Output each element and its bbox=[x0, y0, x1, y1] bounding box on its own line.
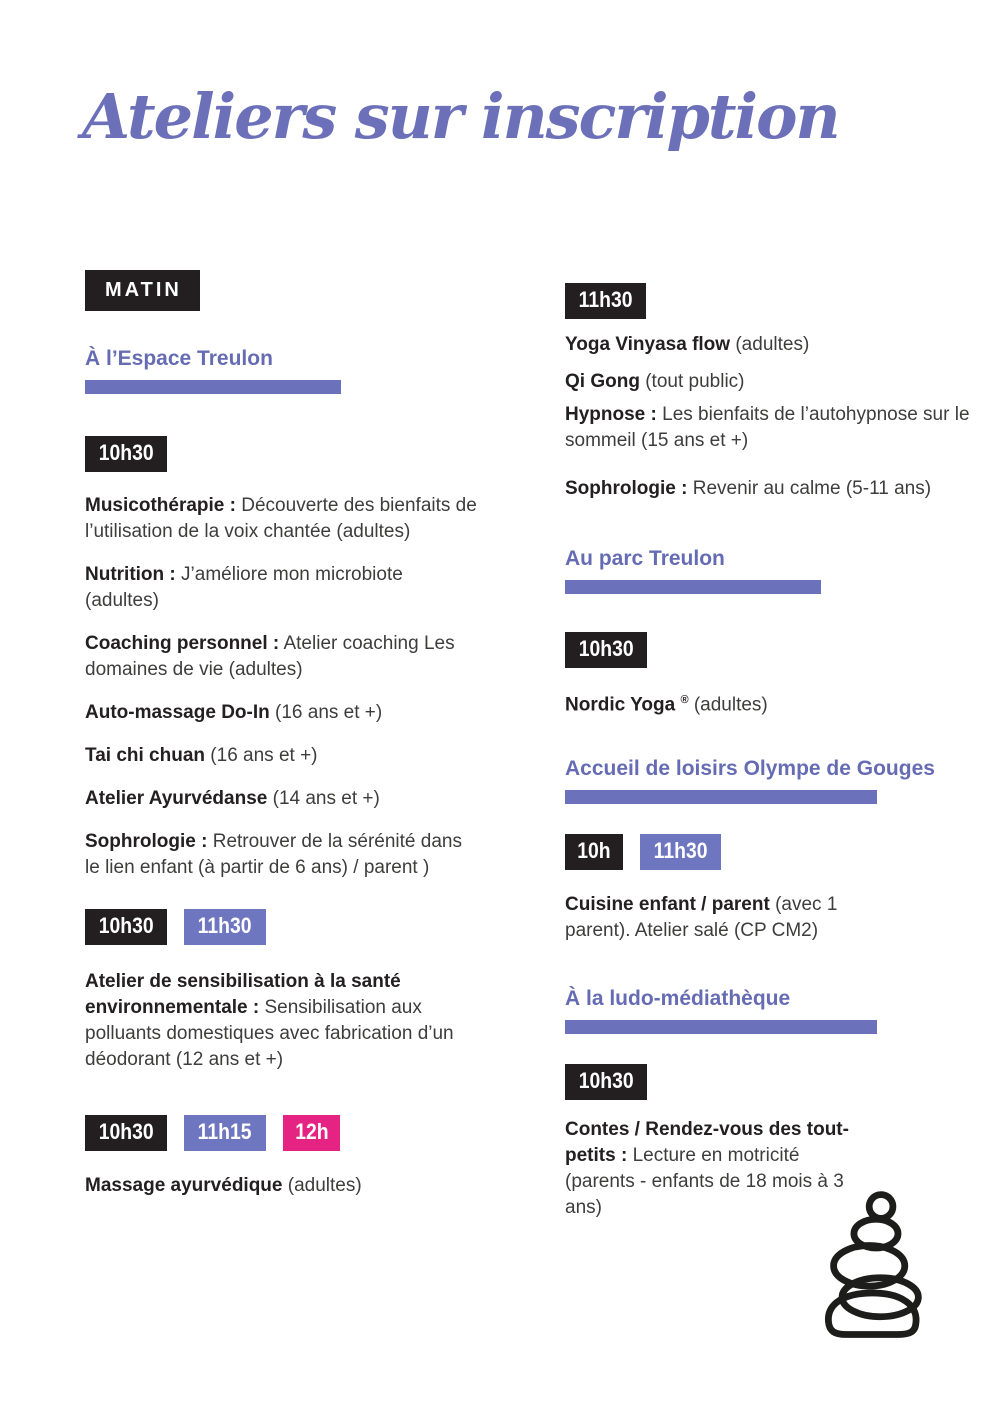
workshop-desc: Les bienfaits de l’autohypnose sur le sommeil (15 ans et +) bbox=[565, 404, 970, 451]
workshop-desc: (tout public) bbox=[645, 371, 745, 392]
time-badge-10h: 10h bbox=[565, 834, 623, 870]
workshop-desc: Sensibilisation aux polluants domestiques avec fabrication d’un déodorant (12 ans et +) bbox=[85, 997, 454, 1070]
workshop-title: Auto-massage Do-In bbox=[85, 702, 270, 723]
matin-badge: MATIN bbox=[85, 270, 200, 311]
workshop-title: Yoga Vinyasa flow bbox=[565, 334, 731, 355]
workshop-desc: (14 ans et +) bbox=[272, 788, 380, 809]
workshop-title: Sophrologie : bbox=[85, 831, 208, 852]
workshop-desc: Atelier coaching Les domaines de vie (adultes) bbox=[85, 633, 455, 680]
workshop-item bbox=[565, 892, 897, 944]
workshop-desc: Revenir au calme (5-11 ans) bbox=[692, 478, 932, 499]
workshop-desc: Découverte des bienfaits de l’utilisation de la voix chantée (adultes) bbox=[85, 495, 477, 542]
venue-heading-parc-treulon bbox=[565, 547, 970, 594]
workshop-title: Tai chi chuan bbox=[85, 745, 206, 766]
workshop-title: Cuisine enfant / parent bbox=[565, 894, 770, 916]
time-row bbox=[85, 1115, 477, 1151]
workshop-title: Atelier de sensibilisation à la santé environnementale : bbox=[85, 971, 401, 1018]
workshop-desc: (adultes) bbox=[693, 694, 768, 716]
workshop-desc: Retrouver de la sérénité dans le lien enfant (à partir de 6 ans) / parent ) bbox=[85, 831, 462, 878]
time-row bbox=[565, 632, 970, 668]
workshop-desc: (16 ans et +) bbox=[210, 745, 318, 766]
venue-underline bbox=[565, 1020, 877, 1034]
time-badge-12h: 12h bbox=[283, 1115, 341, 1151]
workshop-desc: Lecture en motricité (parents - enfants de 18 mois à 3 ans) bbox=[565, 1145, 844, 1219]
time-badge-11h15: 11h15 bbox=[184, 1115, 265, 1151]
workshop-desc: (avec 1 parent). Atelier salé (CP CM2) bbox=[565, 894, 838, 942]
workshop-title: Nordic Yoga bbox=[565, 694, 676, 716]
venue-label: À l’Espace Treulon bbox=[85, 347, 273, 370]
workshop-title: Hypnose : bbox=[565, 404, 657, 425]
time-badge-10h30: 10h30 bbox=[85, 436, 167, 472]
time-row bbox=[565, 1064, 970, 1100]
time-badge-10h30: 10h30 bbox=[85, 909, 167, 945]
time-row bbox=[565, 283, 970, 319]
workshop-title: Atelier Ayurvédanse bbox=[85, 788, 268, 809]
workshop-item bbox=[85, 786, 477, 812]
workshop-title: Qi Gong bbox=[565, 371, 640, 392]
right-column bbox=[565, 283, 970, 1221]
workshop-item bbox=[565, 332, 970, 358]
venue-underline bbox=[565, 580, 821, 594]
workshop-item bbox=[565, 476, 970, 502]
time-row bbox=[565, 834, 970, 870]
venue-underline bbox=[85, 380, 341, 394]
venue-label: À la ludo-médiathèque bbox=[565, 987, 791, 1011]
venue-underline bbox=[565, 790, 877, 804]
workshop-item bbox=[565, 1117, 849, 1221]
workshop-item bbox=[85, 700, 477, 726]
venue-label: Au parc Treulon bbox=[565, 547, 725, 570]
workshop-item bbox=[85, 493, 477, 545]
time-badge-11h30: 11h30 bbox=[640, 834, 721, 870]
workshop-title: Sophrologie : bbox=[565, 478, 688, 499]
time-badge-10h30: 10h30 bbox=[85, 1115, 167, 1151]
workshop-item bbox=[85, 562, 477, 614]
registered-mark: ® bbox=[680, 694, 689, 706]
matin-badge-row bbox=[85, 270, 477, 311]
workshop-item bbox=[565, 687, 970, 718]
page-title: Ateliers sur inscription bbox=[82, 80, 839, 153]
left-column bbox=[85, 270, 477, 1199]
time-badge-10h30: 10h30 bbox=[565, 1064, 647, 1100]
zen-stones-icon bbox=[820, 1183, 926, 1347]
workshop-item bbox=[565, 402, 970, 454]
workshop-item bbox=[85, 829, 477, 881]
workshop-item bbox=[85, 1173, 477, 1199]
workshop-desc: (adultes) bbox=[735, 334, 810, 355]
time-row bbox=[85, 436, 477, 472]
workshop-item bbox=[85, 969, 477, 1073]
workshop-title: Musicothérapie : bbox=[85, 495, 236, 516]
workshop-desc: (16 ans et +) bbox=[275, 702, 383, 723]
workshop-item bbox=[85, 743, 477, 769]
workshop-title: Coaching personnel : bbox=[85, 633, 280, 654]
venue-heading-olympe-de-gouges bbox=[565, 757, 970, 804]
venue-heading-ludo-mediatheque bbox=[565, 987, 970, 1034]
workshop-title: Contes / Rendez-vous des tout-petits : bbox=[565, 1119, 849, 1167]
venue-label: Accueil de loisirs Olympe de Gouges bbox=[565, 757, 935, 781]
time-badge-10h30: 10h30 bbox=[565, 632, 647, 668]
time-row bbox=[85, 909, 477, 945]
workshop-desc: J’améliore mon microbiote (adultes) bbox=[85, 564, 403, 611]
time-badge-11h30: 11h30 bbox=[184, 909, 265, 945]
workshop-title: Nutrition : bbox=[85, 564, 176, 585]
workshop-item bbox=[565, 369, 970, 395]
workshop-desc: (adultes) bbox=[287, 1175, 362, 1196]
time-badge-11h30: 11h30 bbox=[565, 283, 646, 319]
workshop-item bbox=[85, 631, 477, 683]
workshop-title: Massage ayurvédique bbox=[85, 1175, 283, 1196]
venue-heading-espace-treulon bbox=[85, 347, 477, 394]
